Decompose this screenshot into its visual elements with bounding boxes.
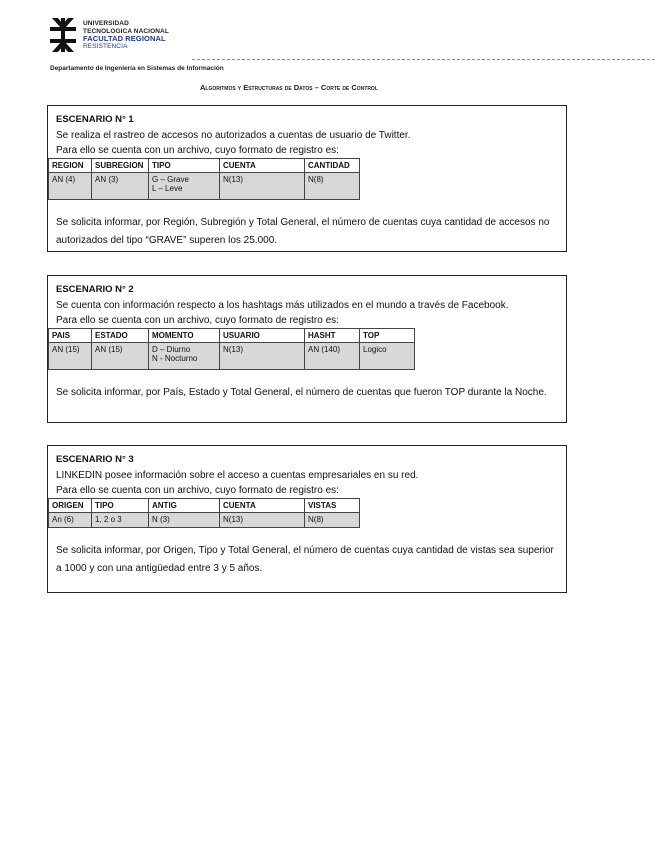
university-line-1: UNIVERSIDAD <box>83 20 129 27</box>
table-cell: AN (4) <box>49 173 92 200</box>
scenario-3-box <box>47 445 567 593</box>
table-cell: AN (15) <box>92 343 149 370</box>
scenario-1-heading: ESCENARIO N° 1 <box>56 114 134 125</box>
department-name: Departamento de Ingeniería en Sistemas de Información <box>50 65 224 72</box>
scenario-2-format-line: Para ello se cuenta con un archivo, cuyo formato de registro es: <box>56 315 339 326</box>
table-header-row <box>49 159 360 173</box>
university-logo-icon <box>50 18 76 52</box>
column-header: REGION <box>49 159 92 173</box>
scenario-2-intro: Se cuenta con información respecto a los hashtags más utilizados en el mundo a través de Facebook. <box>56 300 509 311</box>
table-cell: N(8) <box>305 513 360 528</box>
scenario-3-format-line: Para ello se cuenta con un archivo, cuyo formato de registro es: <box>56 485 339 496</box>
column-header: ANTIG <box>149 499 220 513</box>
table-cell: 1, 2 o 3 <box>92 513 149 528</box>
table-row <box>49 343 415 370</box>
scenario-3-heading: ESCENARIO N° 3 <box>56 454 134 465</box>
scenario-1-intro: Se realiza el rastreo de accesos no autorizados a cuentas de usuario de Twitter. <box>56 130 411 141</box>
table-cell: An (6) <box>49 513 92 528</box>
scenario-2-box <box>47 275 567 423</box>
scenario-3-request: Se solicita informar, por Origen, Tipo y Total General, el número de cuentas cuya cantidad de vistas sea superior a 1000 y con una antigüedad entre 3 y 5 años. <box>56 545 554 574</box>
table-cell: N(13) <box>220 343 305 370</box>
column-header: MOMENTO <box>149 329 220 343</box>
header-divider <box>192 59 655 60</box>
table-cell <box>149 343 220 370</box>
scenario-2-heading: ESCENARIO N° 2 <box>56 284 134 295</box>
scenario-1-box <box>47 105 567 252</box>
column-header: USUARIO <box>220 329 305 343</box>
scenario-1-request: Se solicita informar, por Región, Subregión y Total General, el número de cuentas cuya cantidad de accesos no autorizados del tipo “GRAVE” superen los 25.000. <box>56 217 550 246</box>
table-cell: AN (3) <box>92 173 149 200</box>
column-header: CANTIDAD <box>305 159 360 173</box>
column-header: PAIS <box>49 329 92 343</box>
scenario-1-record-table <box>48 158 360 200</box>
document-title: Algoritmos y Estructuras de Datos – Corte de Control <box>200 83 378 92</box>
table-row <box>49 513 360 528</box>
column-header: ORIGEN <box>49 499 92 513</box>
column-header: TIPO <box>92 499 149 513</box>
column-header: HASHT <box>305 329 360 343</box>
scenario-3-intro: LINKEDIN posee información sobre el acceso a cuentas empresariales en su red. <box>56 470 419 481</box>
table-cell: N (3) <box>149 513 220 528</box>
table-cell: Logico <box>360 343 415 370</box>
page-header <box>50 16 610 76</box>
cell-line: G – Grave <box>152 175 189 184</box>
scenario-3-record-table <box>48 498 360 528</box>
university-name <box>83 20 169 50</box>
university-line-4: RESISTENCIA <box>83 42 128 50</box>
university-line-2: TECNOLOGICA NACIONAL <box>83 27 169 35</box>
table-cell <box>149 173 220 200</box>
column-header: TIPO <box>149 159 220 173</box>
table-cell: N(13) <box>220 173 305 200</box>
column-header: VISTAS <box>305 499 360 513</box>
scenario-2-request: Se solicita informar, por País, Estado y Total General, el número de cuentas que fueron TOP durante la Noche. <box>56 387 547 398</box>
university-line-3: FACULTAD REGIONAL <box>83 34 166 44</box>
table-cell: AN (140) <box>305 343 360 370</box>
column-header: SUBREGION <box>92 159 149 173</box>
table-cell: N(13) <box>220 513 305 528</box>
column-header: TOP <box>360 329 415 343</box>
table-row <box>49 173 360 200</box>
scenario-1-format-line: Para ello se cuenta con un archivo, cuyo formato de registro es: <box>56 145 339 156</box>
cell-line: L – Leve <box>152 184 183 193</box>
column-header: CUENTA <box>220 499 305 513</box>
table-header-row <box>49 329 415 343</box>
column-header: ESTADO <box>92 329 149 343</box>
table-cell: N(8) <box>305 173 360 200</box>
scenario-2-record-table <box>48 328 415 370</box>
cell-line: D – Diurno <box>152 345 191 354</box>
table-cell: AN (15) <box>49 343 92 370</box>
cell-line: N - Nocturno <box>152 354 198 363</box>
column-header: CUENTA <box>220 159 305 173</box>
table-header-row <box>49 499 360 513</box>
